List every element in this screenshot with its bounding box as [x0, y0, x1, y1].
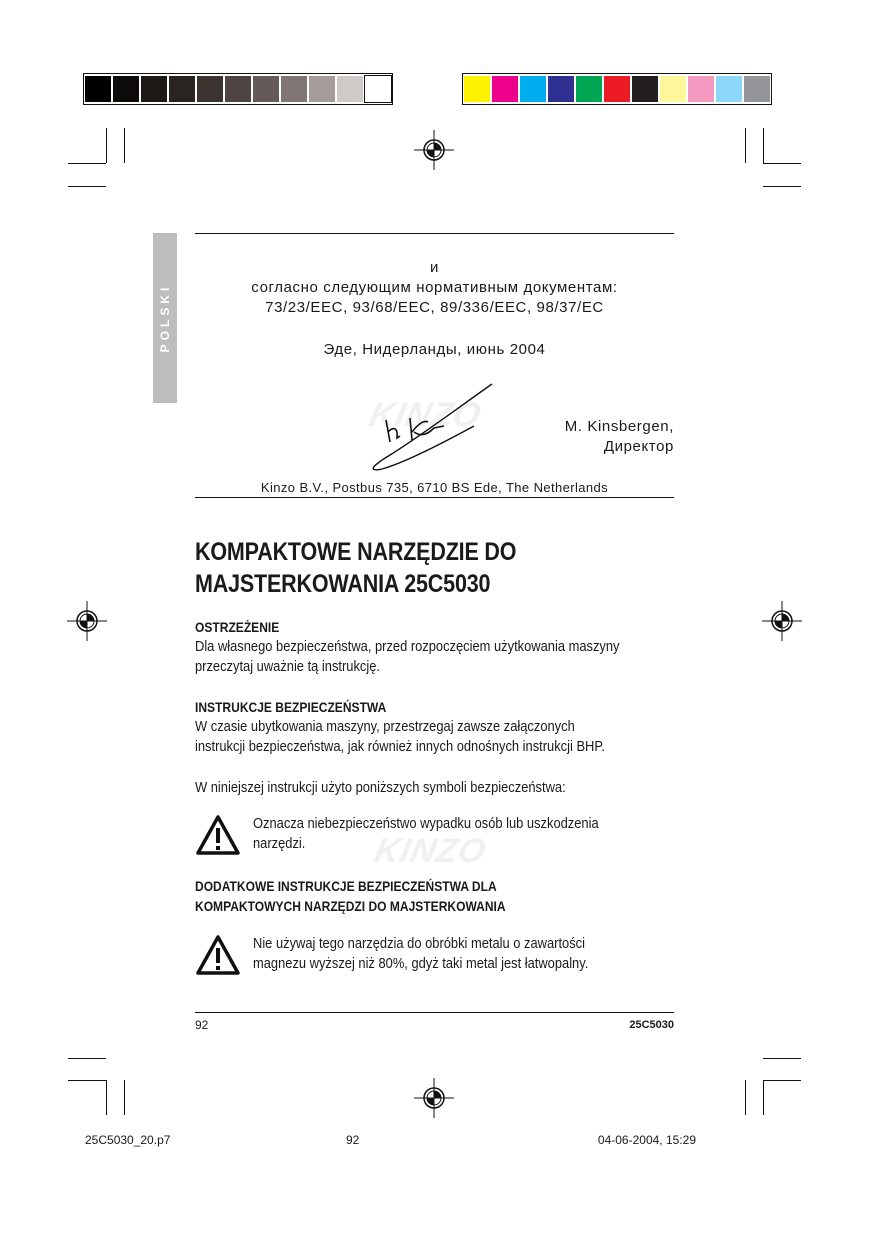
- address-rule: [195, 497, 674, 498]
- color-swatch: [688, 76, 714, 102]
- registration-mark-icon: [414, 130, 454, 170]
- page-title: [195, 536, 607, 600]
- signer-title: Директор: [603, 438, 674, 455]
- slug-file-name: 25C5030_20.p7: [85, 1133, 171, 1147]
- color-swatch: [604, 76, 630, 102]
- color-swatch: [365, 76, 391, 102]
- declaration-line-3: 73/23/EEC, 93/68/EEC, 89/336/EEC, 98/37/EC: [265, 299, 604, 316]
- color-swatch: [520, 76, 546, 102]
- signature: [362, 380, 502, 475]
- extra-warning-text-line-1: Nie używaj tego narzędzia do obróbki metalu o zawartości: [253, 935, 585, 952]
- color-swatch: [464, 76, 490, 102]
- slug-page: 92: [346, 1133, 360, 1147]
- crop-mark: [763, 163, 801, 164]
- color-swatch: [141, 76, 167, 102]
- crop-mark: [106, 128, 107, 163]
- safety-body-line-2: instrukcji bezpieczeństwa, jak również innych odnośnych instrukcji BHP.: [195, 738, 605, 755]
- page-number: 92: [195, 1018, 209, 1032]
- extra-safety-heading-line-1: DODATKOWE INSTRUKCJE BEZPIECZEŃSTWA DLA: [195, 878, 497, 894]
- crop-mark: [124, 1080, 125, 1115]
- warning-section: [195, 617, 642, 677]
- crop-mark: [763, 128, 764, 163]
- color-swatch: [632, 76, 658, 102]
- language-tab: [153, 233, 177, 403]
- symbols-intro-section: [195, 778, 642, 798]
- page-title-line-1: KOMPAKTOWE NARZĘDZIE DO: [195, 538, 517, 566]
- color-swatch: [225, 76, 251, 102]
- slug-datetime: 04-06-2004, 15:29: [597, 1133, 696, 1147]
- declaration-line-2: согласно следующим нормативным документам:: [251, 279, 618, 296]
- footer-rule: [195, 1012, 674, 1013]
- color-swatch: [744, 76, 770, 102]
- warning-triangle-icon: [195, 814, 241, 856]
- safety-body-line-1: W czasie ubytkowania maszyny, przestrzegaj zawsze załączonych: [195, 718, 575, 735]
- extra-warning-row: [195, 934, 715, 976]
- color-swatch: [197, 76, 223, 102]
- registration-mark-icon: [762, 601, 802, 641]
- model-code: 25C5030: [629, 1019, 674, 1031]
- warning-heading: OSTRZEŻENIE: [195, 619, 280, 635]
- color-swatch: [492, 76, 518, 102]
- crop-mark: [124, 128, 125, 163]
- crop-mark: [745, 128, 746, 163]
- kinzo-watermark: KINZO: [371, 832, 490, 870]
- extra-safety-section: [195, 876, 642, 916]
- crop-mark: [763, 1080, 764, 1115]
- declaration-place-date: Эде, Нидерланды, июнь 2004: [323, 341, 546, 358]
- color-swatch: [253, 76, 279, 102]
- declaration-line-1: и: [430, 259, 439, 276]
- crop-mark: [68, 163, 106, 164]
- color-swatch: [716, 76, 742, 102]
- safety-section: [195, 697, 642, 757]
- crop-mark: [106, 1080, 107, 1115]
- crop-mark: [763, 1080, 801, 1081]
- color-swatch: [337, 76, 363, 102]
- crop-mark: [68, 1058, 106, 1059]
- warning-symbol-text-line-2: narzędzi.: [253, 835, 306, 852]
- color-swatch: [660, 76, 686, 102]
- color-swatch: [85, 76, 111, 102]
- color-swatch: [113, 76, 139, 102]
- warning-triangle-icon: [195, 934, 241, 976]
- crop-mark: [745, 1080, 746, 1115]
- crop-mark: [68, 186, 106, 187]
- extra-warning-text-line-2: magnezu wyższej niż 80%, gdyż taki metal jest łatwopalny.: [253, 955, 589, 972]
- crop-mark: [763, 186, 801, 187]
- registration-mark-icon: [414, 1078, 454, 1118]
- color-swatch: [576, 76, 602, 102]
- warning-symbol-text-line-1: Oznacza niebezpieczeństwo wypadku osób lub uszkodzenia: [253, 815, 599, 832]
- crop-mark: [68, 1080, 106, 1081]
- color-swatch: [309, 76, 335, 102]
- page-title-line-2: MAJSTERKOWANIA 25C5030: [195, 570, 491, 598]
- symbols-intro: W niniejszej instrukcji użyto poniższych symboli bezpieczeństwa:: [195, 779, 566, 796]
- warning-body-line-1: Dla własnego bezpieczeństwa, przed rozpoczęciem użytkowania maszyny: [195, 638, 620, 655]
- warning-body-line-2: przeczytaj uważnie tą instrukcję.: [195, 658, 380, 675]
- top-rule: [195, 233, 674, 234]
- company-address: Kinzo B.V., Postbus 735, 6710 BS Ede, The Netherlands: [260, 480, 609, 495]
- color-swatch: [169, 76, 195, 102]
- color-swatch: [548, 76, 574, 102]
- process-color-bar: [462, 73, 772, 105]
- extra-safety-heading-line-2: KOMPAKTOWYCH NARZĘDZI DO MAJSTERKOWANIA: [195, 898, 506, 914]
- registration-mark-icon: [67, 601, 107, 641]
- signer-name: M. Kinsbergen,: [564, 418, 674, 435]
- kinzo-watermark: KINZO: [366, 396, 485, 434]
- grayscale-color-bar: [83, 73, 393, 105]
- language-tab-label: POLSKI: [158, 283, 172, 353]
- safety-heading: INSTRUKCJE BEZPIECZEŃSTWA: [195, 699, 387, 715]
- crop-mark: [763, 1058, 801, 1059]
- color-swatch: [281, 76, 307, 102]
- extra-warning-text: [253, 934, 623, 974]
